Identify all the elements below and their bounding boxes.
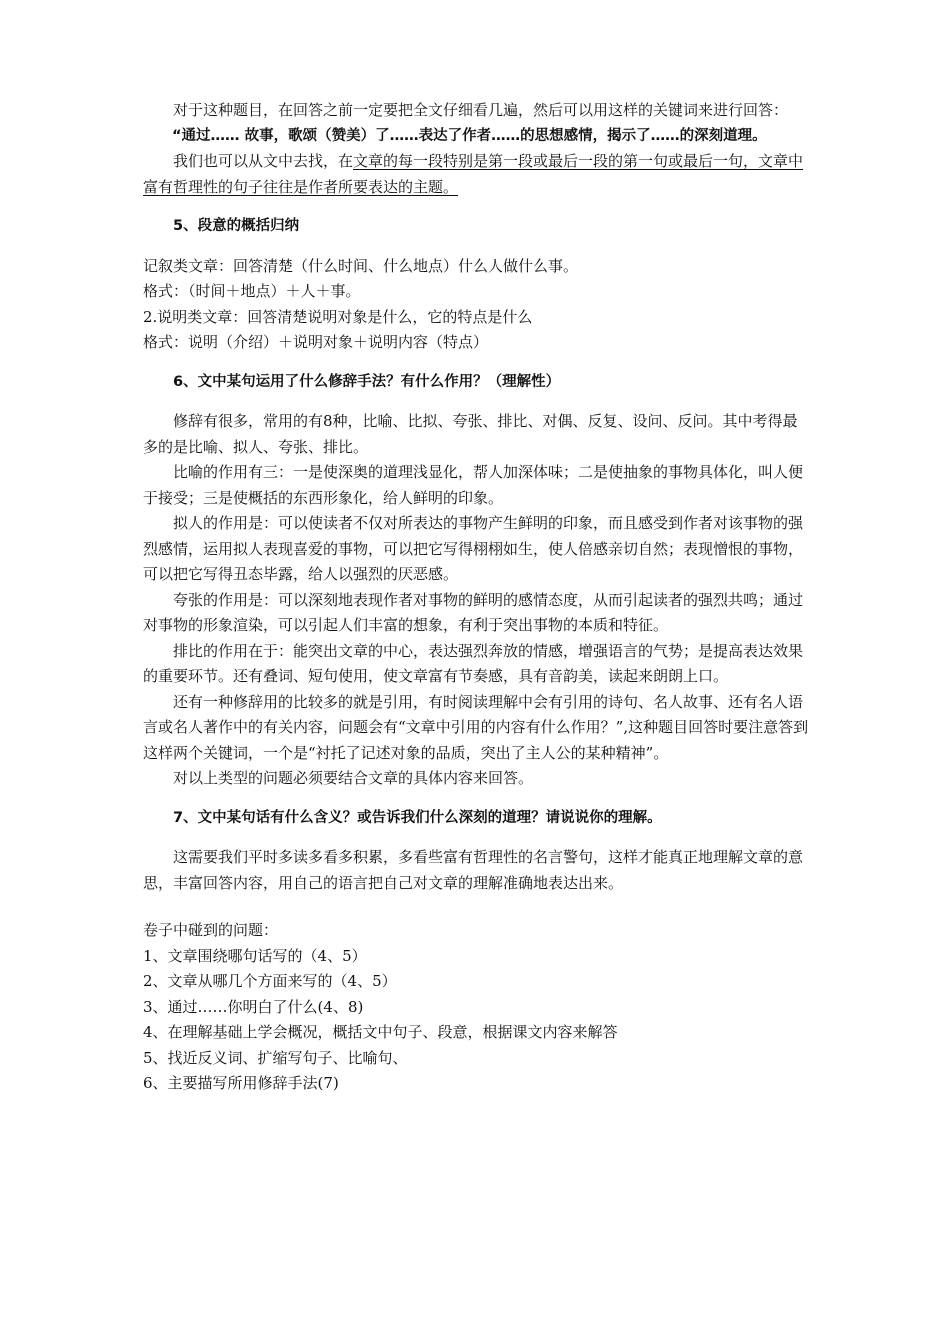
question-list-item: 5、找近反义词、扩缩写句子、比喻句、 <box>143 1048 408 1067</box>
section7-paragraph: 这需要我们平时多读多看多积累，多看些富有哲理性的名言警句，这样才能真正地理解文章的意思，丰富回答内容，用自己的语言把自己对文章的理解准确地表达出来。 <box>143 848 804 892</box>
section6-paragraph-2: 比喻的作用有三：一是使深奥的道理浅显化，帮人加深体味；二是使抽象的事物具体化，叫人便于接受；三是使概括的东西形象化，给人鲜明的印象。 <box>143 463 804 507</box>
section5-line-3: 2.说明类文章：回答清楚说明对象是什么，它的特点是什么 <box>143 307 533 326</box>
section6-paragraph-4: 夸张的作用是：可以深刻地表现作者对事物的鲜明的感情态度，从而引起读者的强烈共鸣；通过对事物的形象渲染，可以引起人们丰富的想象，有利于突出事物的本质和特征。 <box>143 590 804 634</box>
section5-line-1: 记叙类文章：回答清楚（什么时间、什么地点）什么人做什么事。 <box>143 256 579 275</box>
section-heading-7: 7、文中某句话有什么含义？或告诉我们什么深刻的道理？请说说你的理解。 <box>173 809 662 826</box>
section6-paragraph-6: 还有一种修辞用的比较多的就是引用，有时阅读理解中会有引用的诗句、名人故事、还有名人语言或名人著作中的有关内容，问题会有“文章中引用的内容有什么作用？”,这种题目回答时要注意答到这样两个关键词，一个是“衬托了记述对象的品质，突出了主人公的某种精神”。 <box>143 692 809 762</box>
section-heading-5: 5、段意的概括归纳 <box>173 218 300 234</box>
question-list-item: 1、文章围绕哪句话写的（4、5） <box>143 946 367 965</box>
section5-line-4: 格式：说明（介绍）＋说明对象＋说明内容（特点） <box>143 333 489 351</box>
section6-paragraph-7: 对以上类型的问题必须要结合文章的具体内容来回答。 <box>173 769 534 787</box>
section6-paragraph-1: 修辞有很多，常用的有8种，比喻、比拟、夸张、排比、对偶、反复、设问、反问。其中考得最多的是比喻、拟人、夸张、排比。 <box>143 412 798 456</box>
section-heading-6: 6、文中某句运用了什么修辞手法？有什么作用？（理解性） <box>173 373 561 390</box>
find-in-text-underlined: 文章的每一段特别是第一段或最后一段的第一句或最后一句，文章中富有哲理性的句子往往是作者所要表达的主题。 <box>143 152 804 196</box>
question-list-item: 2、文章从哪几个方面来写的（4、5） <box>143 972 397 990</box>
paragraph-find-in-text <box>143 149 810 200</box>
question-list-title: 卷子中碰到的问题： <box>143 921 279 939</box>
question-list-item: 6、主要描写所用修辞手法(7) <box>143 1074 339 1092</box>
paragraph-keyword-template: “通过…… 故事，歌颂（赞美）了……表达了作者……的思想感情，揭示了……的深刻道理。 <box>172 127 767 144</box>
paragraph-answer-method: 对于这种题目，在回答之前一定要把全文仔细看几遍，然后可以用这样的关键词来进行回答： <box>173 101 789 119</box>
question-list-item: 4、在理解基础上学会概况，概括文中句子、段意，根据课文内容来解答 <box>143 1023 618 1041</box>
section5-line-2: 格式：（时间＋地点）＋人＋事。 <box>143 282 361 300</box>
section6-paragraph-3: 拟人的作用是：可以使读者不仅对所表达的事物产生鲜明的印象，而且感受到作者对该事物的强烈感情，运用拟人表现喜爱的事物，可以把它写得栩栩如生，使人倍感亲切自然；表现憎恨的事物，可以把它写得丑态毕露，给人以强烈的厌恶感。 <box>143 514 804 583</box>
section6-paragraph-5: 排比的作用在于：能突出文章的中心，表达强烈奔放的情感，增强语言的气势；是提高表达效果的重要环节。还有叠词、短句使用，使文章富有节奏感，具有音韵美，读起来朗朗上口。 <box>143 641 804 685</box>
find-in-text-prefix: 我们也可以从文中去找，在 <box>173 152 354 170</box>
question-list-item: 3、通过……你明白了什么(4、8) <box>143 997 364 1016</box>
